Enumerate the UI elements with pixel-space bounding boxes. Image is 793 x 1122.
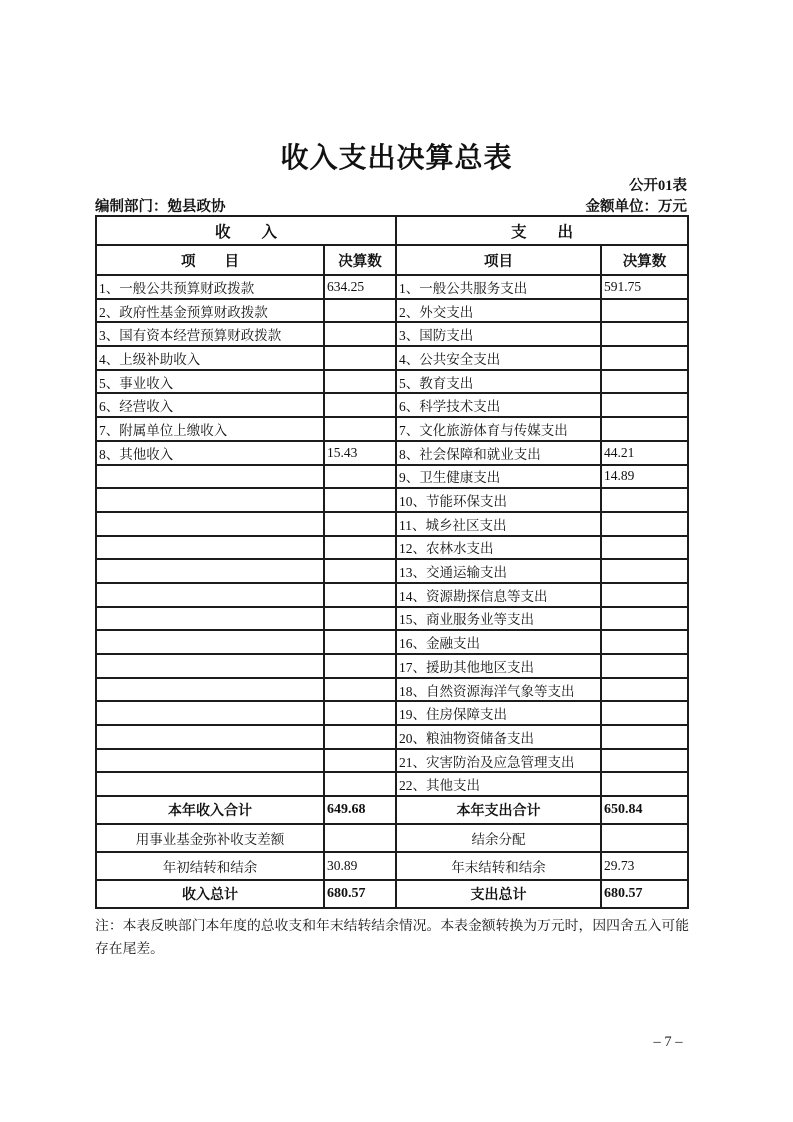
expense-amount-cell: 14.89 [601,465,688,489]
expense-amount-cell [601,299,688,323]
expense-item-header: 项目 [396,245,601,275]
income-amount-cell [324,749,396,773]
income-amount-cell [324,559,396,583]
expense-amount-cell [601,488,688,512]
income-amount-cell [324,393,396,417]
income-item-header: 项 目 [96,245,324,275]
expense-item-cell: 10、节能环保支出 [396,488,601,512]
income-item-cell [96,488,324,512]
page-number: – 7 – [653,1034,683,1050]
expense-item-cell: 21、灾害防治及应急管理支出 [396,749,601,773]
expense-amount-cell [601,346,688,370]
expense-item-cell: 3、国防支出 [396,322,601,346]
income-item-cell [96,630,324,654]
expense-item-cell: 17、援助其他地区支出 [396,654,601,678]
expense-item-cell: 7、文化旅游体育与传媒支出 [396,417,601,441]
summary-income-label: 年初结转和结余 [96,852,324,880]
income-amount-cell [324,346,396,370]
income-item-cell [96,654,324,678]
table-row [96,559,688,583]
column-header-row [96,245,688,275]
expense-item-cell: 11、城乡社区支出 [396,512,601,536]
expense-amount-cell [601,654,688,678]
income-item-cell: 7、附属单位上缴收入 [96,417,324,441]
expense-amount-cell [601,749,688,773]
table-row [96,678,688,702]
expense-amount-header: 决算数 [601,245,688,275]
meta-line [95,195,687,216]
income-item-cell: 6、经营收入 [96,393,324,417]
income-item-cell [96,678,324,702]
summary-row [96,824,688,852]
income-amount-cell [324,512,396,536]
income-amount-cell: 634.25 [324,275,396,299]
income-amount-cell [324,488,396,512]
table-row [96,654,688,678]
income-amount-cell [324,583,396,607]
table-row [96,749,688,773]
summary-income-label: 用事业基金弥补收支差额 [96,824,324,852]
expense-item-cell: 4、公共安全支出 [396,346,601,370]
expense-item-cell: 14、资源勘探信息等支出 [396,583,601,607]
income-amount-cell [324,370,396,394]
income-item-cell [96,465,324,489]
income-amount-cell [324,630,396,654]
expense-amount-cell [601,772,688,796]
table-row [96,393,688,417]
expense-item-cell: 5、教育支出 [396,370,601,394]
income-item-cell: 4、上级补助收入 [96,346,324,370]
income-amount-cell [324,701,396,725]
expense-amount-cell [601,370,688,394]
summary-income-value: 680.57 [324,880,396,908]
income-item-cell [96,512,324,536]
expense-amount-cell [601,512,688,536]
expense-amount-cell [601,725,688,749]
table-row [96,417,688,441]
table-row [96,630,688,654]
income-item-cell [96,725,324,749]
group-header-row [96,216,688,245]
income-amount-cell [324,299,396,323]
table-header [96,216,688,275]
expense-item-cell: 6、科学技术支出 [396,393,601,417]
income-amount-header: 决算数 [324,245,396,275]
expense-item-cell: 18、自然资源海洋气象等支出 [396,678,601,702]
summary-expense-value [601,824,688,852]
expense-item-cell: 9、卫生健康支出 [396,465,601,489]
summary-income-value: 30.89 [324,852,396,880]
table-row [96,536,688,560]
income-item-cell [96,559,324,583]
income-item-cell [96,536,324,560]
summary-income-label: 收入总计 [96,880,324,908]
table-row [96,465,688,489]
summary-expense-label: 支出总计 [396,880,601,908]
income-item-cell: 5、事业收入 [96,370,324,394]
table-row [96,346,688,370]
income-amount-cell [324,772,396,796]
summary-row [96,852,688,880]
expense-amount-cell [601,322,688,346]
expense-item-cell: 12、农林水支出 [396,536,601,560]
summary-income-value [324,824,396,852]
footnote: 注：本表反映部门本年度的总收支和年末结转结余情况。本表金额转换为万元时，因四舍五入可能存在尾差。 [95,918,689,956]
table-row [96,725,688,749]
income-amount-cell [324,654,396,678]
table-row [96,488,688,512]
table-row [96,701,688,725]
page-title: 收入支出决算总表 [280,142,513,173]
summary-income-value: 649.68 [324,796,396,824]
income-amount-cell [324,536,396,560]
summary-expense-value: 650.84 [601,796,688,824]
income-item-cell: 3、国有资本经营预算财政拨款 [96,322,324,346]
income-amount-cell [324,607,396,631]
income-amount-cell [324,465,396,489]
summary-expense-label: 结余分配 [396,824,601,852]
summary-expense-value: 680.57 [601,880,688,908]
income-item-cell: 1、一般公共预算财政拨款 [96,275,324,299]
expense-amount-cell: 44.21 [601,441,688,465]
expense-amount-cell: 591.75 [601,275,688,299]
expense-item-cell: 20、粮油物资储备支出 [396,725,601,749]
table-row [96,322,688,346]
income-item-cell [96,607,324,631]
table-row [96,299,688,323]
expense-item-cell: 8、社会保障和就业支出 [396,441,601,465]
table-row [96,512,688,536]
table-row [96,607,688,631]
summary-expense-value: 29.73 [601,852,688,880]
expense-amount-cell [601,701,688,725]
unit-label: 金额单位：万元 [585,199,687,215]
expense-group-header: 支 出 [396,216,688,245]
expense-amount-cell [601,417,688,441]
budget-summary-table [95,215,689,909]
income-amount-cell [324,322,396,346]
expense-item-cell: 1、一般公共服务支出 [396,275,601,299]
income-amount-cell [324,725,396,749]
summary-row [96,880,688,908]
expense-item-cell: 15、商业服务业等支出 [396,607,601,631]
expense-amount-cell [601,393,688,417]
income-item-cell: 2、政府性基金预算财政拨款 [96,299,324,323]
expense-amount-cell [601,678,688,702]
expense-item-cell: 16、金融支出 [396,630,601,654]
summary-expense-label: 本年支出合计 [396,796,601,824]
summary-row [96,796,688,824]
expense-amount-cell [601,559,688,583]
form-number-label: 公开01表 [629,178,687,194]
expense-amount-cell [601,607,688,631]
expense-amount-cell [601,630,688,654]
income-amount-cell [324,417,396,441]
expense-item-cell: 19、住房保障支出 [396,701,601,725]
income-item-cell [96,583,324,607]
table-row [96,583,688,607]
table-row [96,370,688,394]
expense-item-cell: 13、交通运输支出 [396,559,601,583]
expense-amount-cell [601,583,688,607]
table-row [96,441,688,465]
income-amount-cell: 15.43 [324,441,396,465]
income-item-cell [96,701,324,725]
table-row [96,275,688,299]
summary-income-label: 本年收入合计 [96,796,324,824]
income-item-cell [96,772,324,796]
table-body [96,275,688,908]
income-amount-cell [324,678,396,702]
income-item-cell: 8、其他收入 [96,441,324,465]
summary-expense-label: 年末结转和结余 [396,852,601,880]
income-item-cell [96,749,324,773]
table-row [96,772,688,796]
expense-item-cell: 2、外交支出 [396,299,601,323]
expense-item-cell: 22、其他支出 [396,772,601,796]
department-label: 编制部门：勉县政协 [95,199,226,215]
income-group-header: 收 入 [96,216,396,245]
expense-amount-cell [601,536,688,560]
